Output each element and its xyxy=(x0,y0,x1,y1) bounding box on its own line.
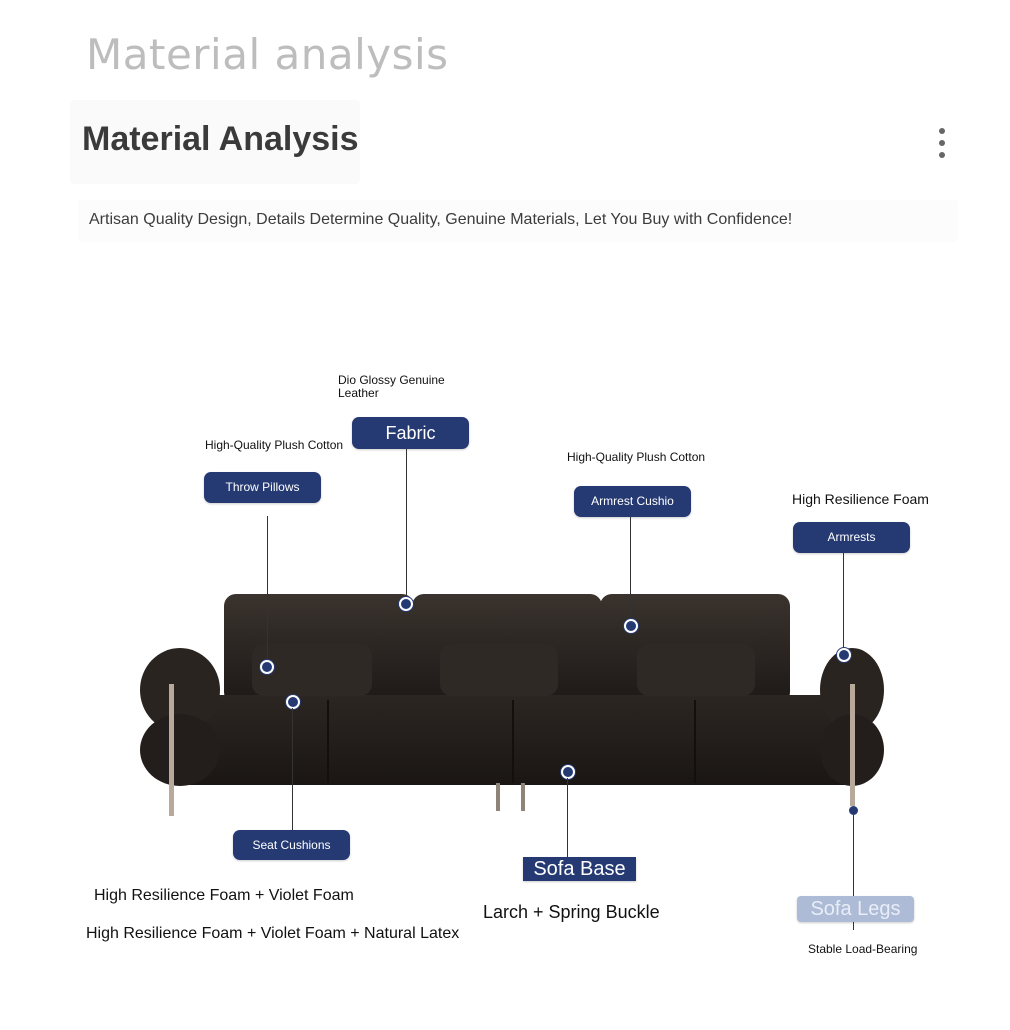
seat-cushions-label: Seat Cushions xyxy=(252,838,331,852)
seat-cushions-button[interactable] xyxy=(233,830,350,860)
fabric-leader-line xyxy=(406,449,407,601)
throw-pillows-leader-line xyxy=(267,516,268,660)
seat-cushions-material-caption-2: High Resilience Foam + Violet Foam + Natural Latex xyxy=(86,925,460,942)
throw-pillows-label: Throw Pillows xyxy=(225,480,300,494)
fabric-hotspot[interactable] xyxy=(399,597,413,611)
armrests-material-caption: High Resilience Foam xyxy=(792,491,929,507)
seat-cushions-material-caption: High Resilience Foam + Violet Foam xyxy=(94,887,354,904)
throw-pillows-hotspot[interactable] xyxy=(260,660,274,674)
sofa-base-material-caption: Larch + Spring Buckle xyxy=(483,902,660,922)
sofa-legs-material-caption: Stable Load-Bearing xyxy=(808,942,918,956)
seat-cushions-leader-line xyxy=(292,708,293,830)
sofa-legs-button[interactable] xyxy=(797,896,914,922)
fabric-label: Fabric xyxy=(385,423,436,443)
sofa-legs-hotspot[interactable] xyxy=(849,806,858,815)
armrests-button[interactable] xyxy=(793,522,910,553)
throw-pillows-button[interactable] xyxy=(204,472,321,503)
ghost-title: Material analysis xyxy=(86,30,449,79)
armrest-cushions-label: Armrest Cushio xyxy=(591,494,674,508)
armrest-cushions-hotspot[interactable] xyxy=(624,619,638,633)
sofa-legs-label: Sofa Legs xyxy=(810,898,901,920)
armrest-cushions-leader-line xyxy=(630,517,631,619)
subtitle: Artisan Quality Design, Details Determine Quality, Genuine Materials, Let You Buy with Confidence! xyxy=(89,211,793,228)
page-title: Material Analysis xyxy=(82,120,359,158)
sofa-base-button[interactable] xyxy=(523,857,636,881)
armrest-cushions-button[interactable] xyxy=(574,486,691,517)
armrest-cushions-material-caption: High-Quality Plush Cotton xyxy=(567,450,706,464)
armrests-leader-line xyxy=(843,553,844,649)
seat-cushions-hotspot[interactable] xyxy=(286,695,300,709)
fabric-button[interactable] xyxy=(352,417,469,449)
throw-pillows-material-caption: High-Quality Plush Cotton xyxy=(205,438,344,452)
sofa-base-hotspot[interactable] xyxy=(561,765,575,779)
armrests-label: Armrests xyxy=(827,530,876,544)
armrests-hotspot[interactable] xyxy=(837,648,851,662)
sofa-base-leader-line xyxy=(567,778,568,858)
sofa-base-label: Sofa Base xyxy=(533,858,626,880)
fabric-material-caption: Dio Glossy Genuine Leather xyxy=(338,373,445,400)
